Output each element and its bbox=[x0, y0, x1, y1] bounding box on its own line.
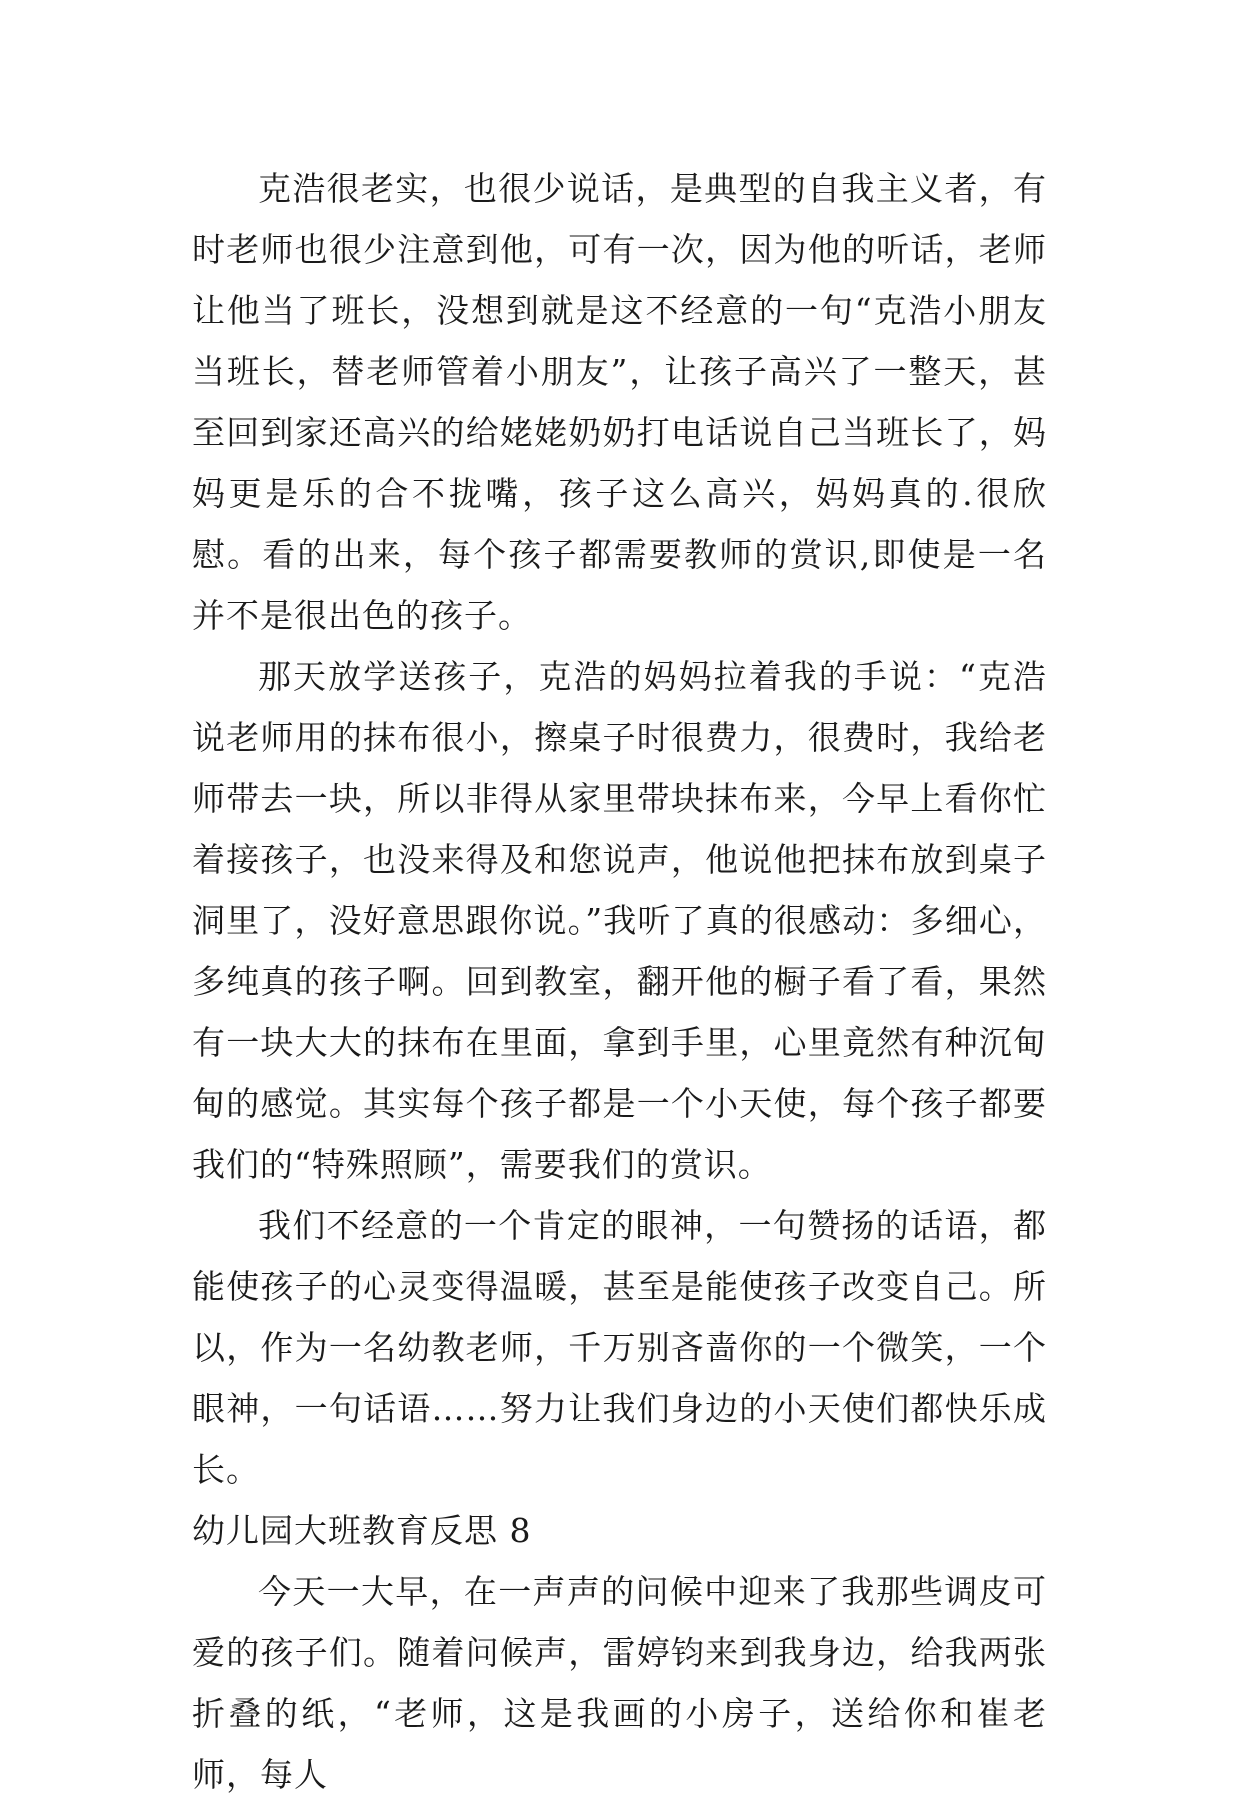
paragraph-kehao-cloth: 那天放学送孩子，克浩的妈妈拉着我的手说：“克浩说老师用的抹布很小，擦桌子时很费力，很费时，我给老师带去一块，所以非得从家里带块抹布来，今早上看你忙着接孩子，也没来得及和您说声，他说他把抹布放到桌子洞里了，没好意思跟你说。”我听了真的很感动：多细心，多纯真的孩子啊。回到教室，翻开他的橱子看了看，果然有一块大大的抹布在里面，拿到手里，心里竟然有种沉甸甸的感觉。其实每个孩子都是一个小天使，每个孩子都要我们的“特殊照顾”，需要我们的赏识。 bbox=[192, 657, 1047, 1184]
paragraph-kehao-monitor: 克浩很老实，也很少说话，是典型的自我主义者，有时老师也很少注意到他，可有一次，因为他的听话，老师让他当了班长，没想到就是这不经意的一句“克浩小朋友当班长，替老师管着小朋友”，让孩子高兴了一整天，甚至回到家还高兴的给姥姥奶奶打电话说自己当班长了，妈妈更是乐的合不拢嘴，孩子这么高兴，妈妈真的.很欣慰。看的出来，每个孩子都需要教师的赏识,即使是一名并不是很出色的孩子。 bbox=[192, 169, 1047, 635]
paragraph-conclusion: 我们不经意的一个肯定的眼神，一句赞扬的话语，都能使孩子的心灵变得温暖，甚至是能使孩子改变自己。所以，作为一名幼教老师，千万别吝啬你的一个微笑，一个眼神，一句话语……努力让我们身边的小天使们都快乐成长。 bbox=[192, 1206, 1047, 1489]
section-heading: 幼儿园大班教育反思 8 bbox=[192, 1511, 532, 1550]
document-body bbox=[192, 158, 1047, 1805]
paragraph-section-8-intro: 今天一大早，在一声声的问候中迎来了我那些调皮可爱的孩子们。随着问候声，雷婷钧来到我身边，给我两张折叠的纸，“老师，这是我画的小房子，送给你和崔老师，每人 bbox=[192, 1572, 1047, 1794]
